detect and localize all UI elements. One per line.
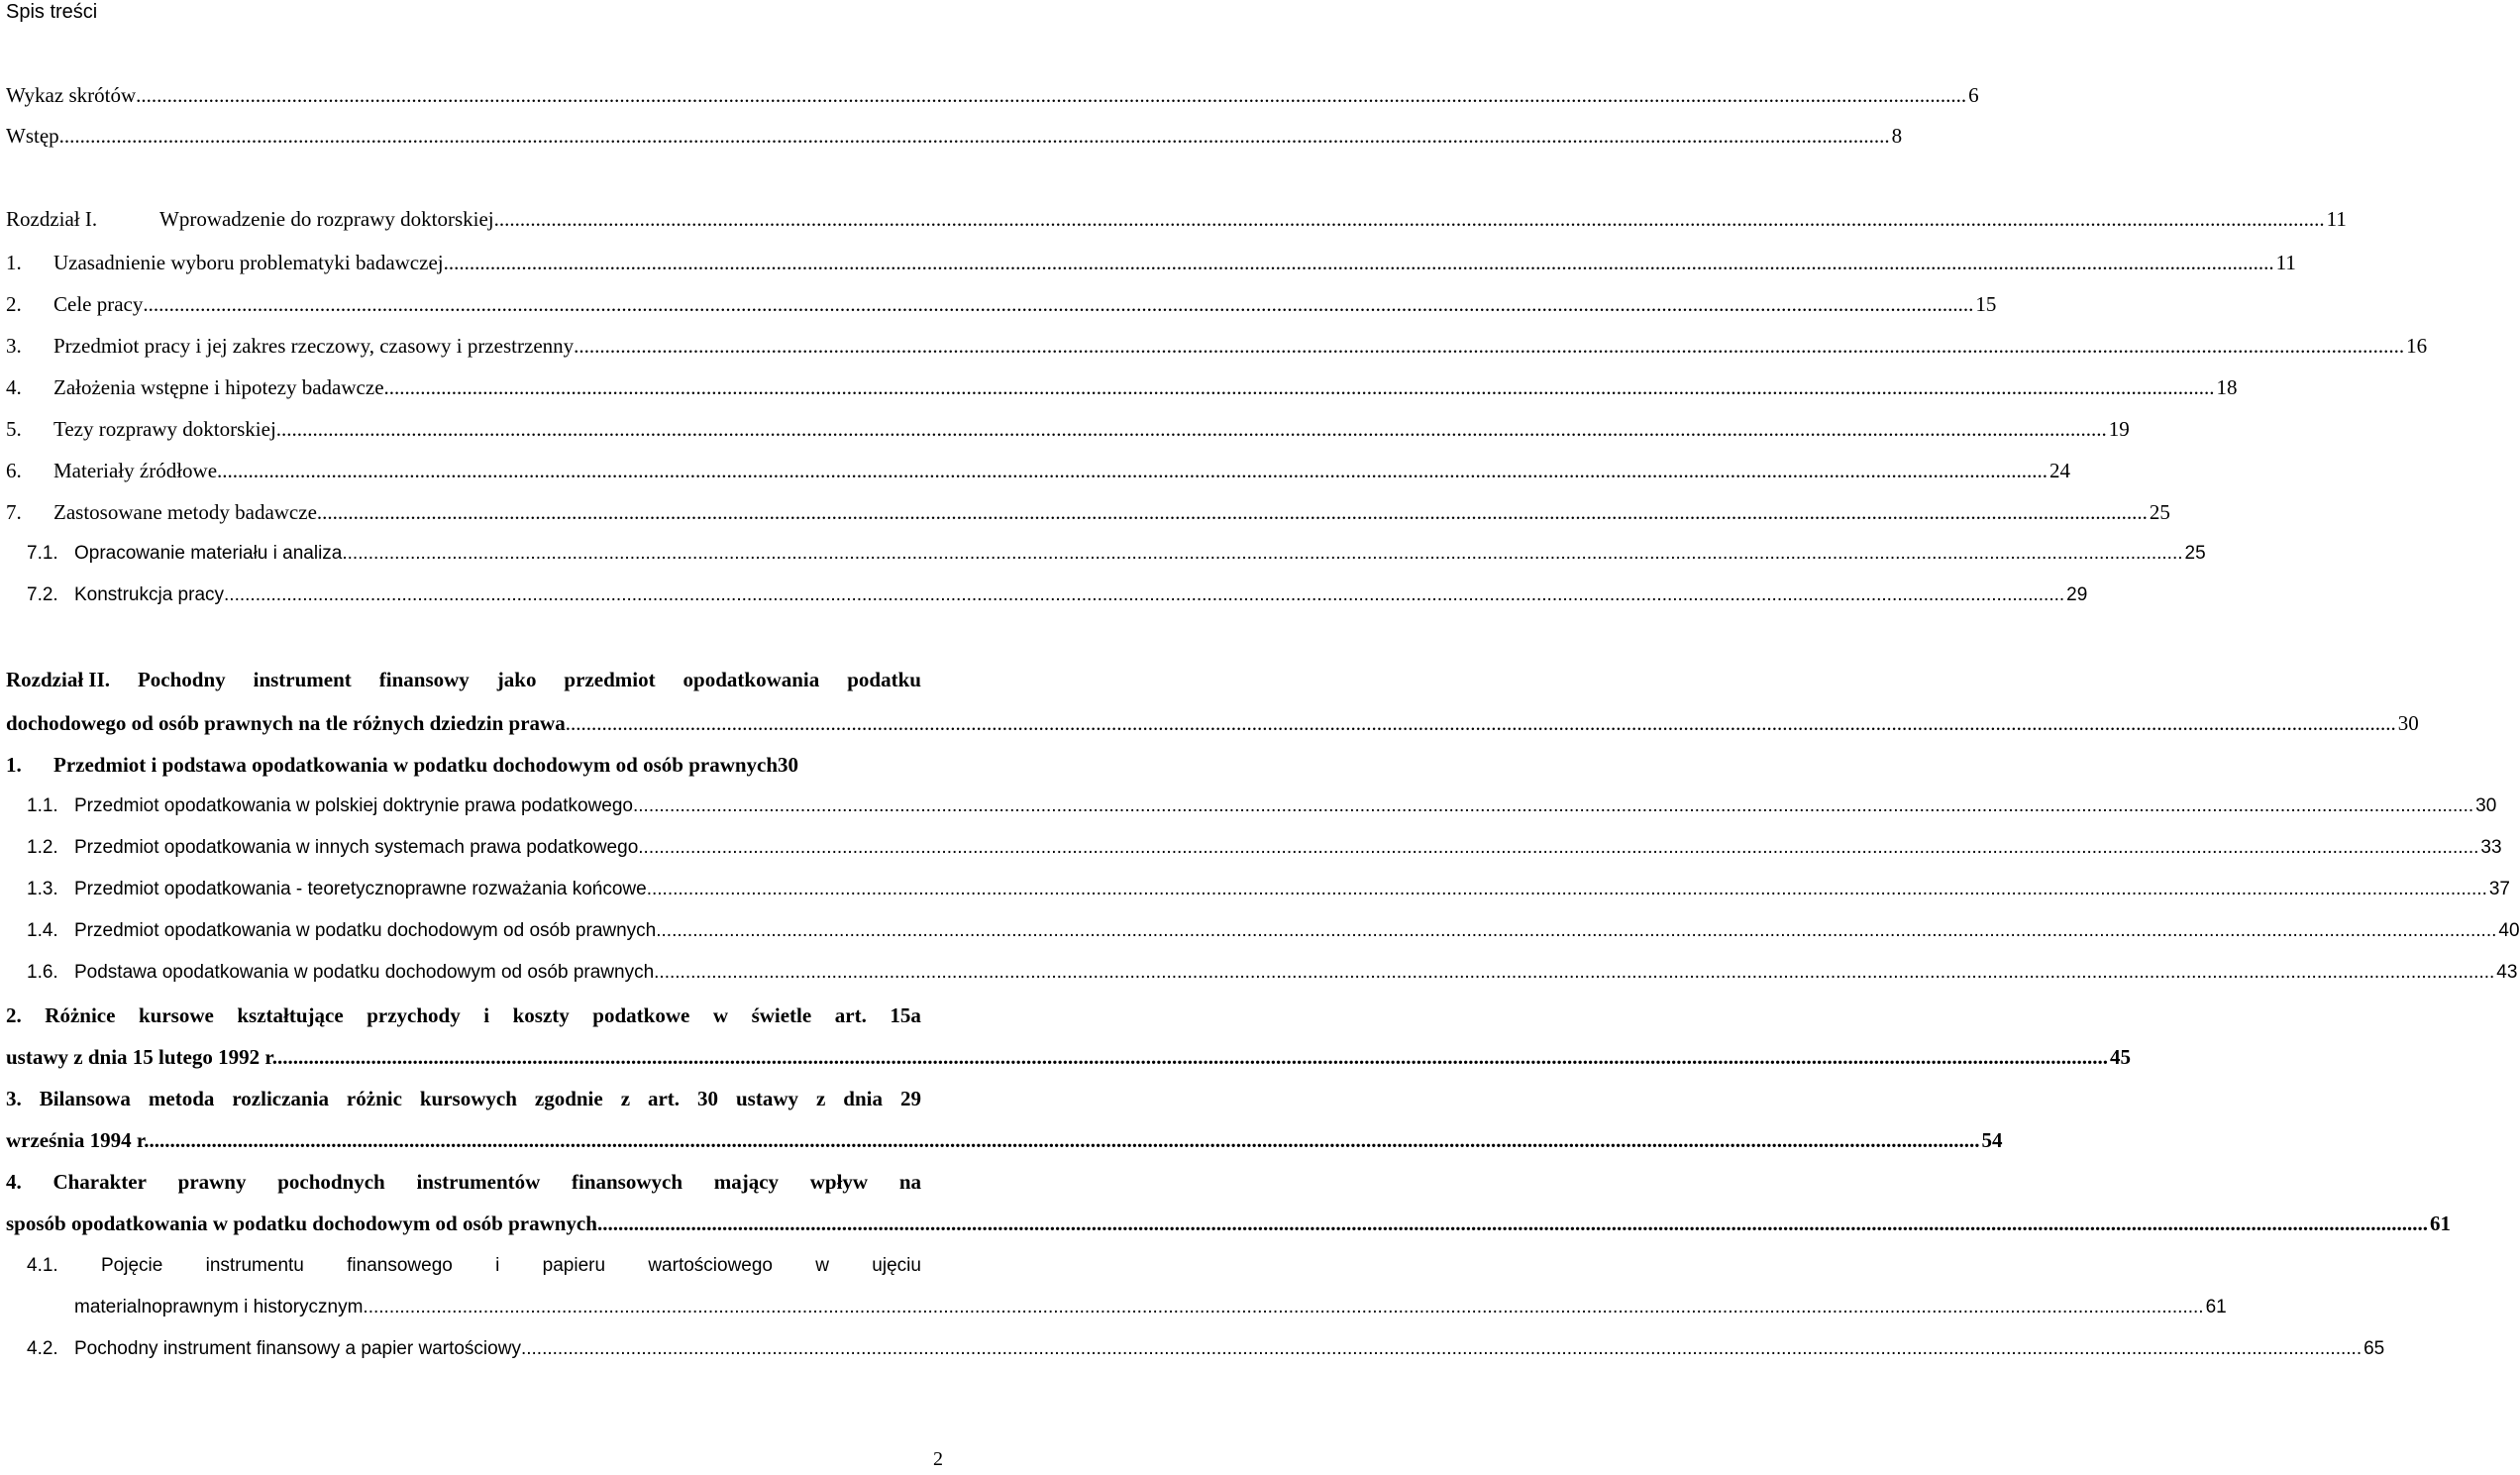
chapter-title-word: finansowy (378, 668, 470, 691)
item-word: instrumentu (205, 1255, 304, 1276)
toc-page-number: 54 (1981, 1128, 2003, 1152)
item-word: instrumentów (416, 1170, 541, 1194)
item-word: z (815, 1087, 826, 1110)
item-word: kursowych (419, 1087, 517, 1110)
item-number: 5. (6, 417, 22, 441)
leader-dots (136, 81, 1966, 109)
toc-page-number: 29 (2066, 584, 2088, 605)
item-word: świetle (751, 1003, 812, 1027)
item-text: Przedmiot pracy i jej zakres rzeczowy, czasowy i przestrzenny (53, 334, 575, 358)
leader-dots (342, 540, 2182, 568)
leader-dots (363, 1294, 2203, 1321)
item-text: Cele pracy (53, 292, 144, 316)
item-number: 4.1. (27, 1255, 58, 1276)
toc-subitem[interactable] (27, 792, 2497, 820)
toc-section-4-line1[interactable] (6, 1168, 921, 1196)
item-text: Przedmiot i podstawa opodatkowania w podatku dochodowym od osób prawnych (53, 753, 779, 777)
toc-page-number: 18 (2216, 375, 2238, 399)
toc-page-number: 40 (2498, 920, 2520, 941)
toc-subitem[interactable] (27, 581, 2088, 609)
toc-item[interactable] (6, 290, 1997, 318)
item-word: 29 (899, 1087, 921, 1110)
toc-page-number: 6 (1968, 83, 1979, 107)
toc-title: Spis treści (6, 1, 98, 23)
leader-dots (224, 581, 2064, 609)
toc-item[interactable] (6, 415, 2130, 443)
toc-page-number: 11 (2326, 207, 2347, 231)
item-word: art. (834, 1003, 867, 1027)
toc-page-number: 45 (2110, 1045, 2131, 1069)
toc-page-number: 8 (1891, 124, 1903, 148)
chapter-number: Rozdział I. (6, 207, 98, 231)
item-text: Pochodny instrument finansowy a papier wartościowy (74, 1338, 521, 1359)
item-number: 1.1. (27, 795, 58, 816)
item-text: Założenia wstępne i hipotezy badawcze (53, 375, 384, 399)
item-text: Materiały źródłowe (53, 459, 218, 482)
item-number: 4. (6, 1170, 22, 1194)
item-word: przychody (367, 1003, 461, 1027)
item-text: Przedmiot opodatkowania w innych systemach prawa podatkowego (74, 837, 639, 858)
item-word: Różnice (45, 1003, 116, 1027)
item-word: prawny (177, 1170, 247, 1194)
item-number: 1.3. (27, 879, 58, 899)
toc-page-number: 25 (2149, 500, 2170, 524)
toc-page-number: 61 (2429, 1212, 2451, 1235)
item-word: wartościowego (648, 1255, 773, 1276)
item-number: 7. (6, 500, 22, 524)
toc-page-number: 61 (2205, 1297, 2227, 1317)
item-word: 30 (697, 1087, 719, 1110)
toc-page-number: 24 (2049, 459, 2071, 482)
chapter-title-word: Pochodny (137, 668, 226, 691)
toc-page-number: 30 (778, 753, 799, 777)
item-word: papieru (542, 1255, 606, 1276)
item-text-cont: materialnoprawnym i historycznym (74, 1297, 364, 1317)
item-word: pochodnych (277, 1170, 385, 1194)
item-text-cont: sposób opodatkowania w podatku dochodowym od osób prawnych (6, 1212, 597, 1235)
item-number: 6. (6, 459, 22, 482)
toc-chapter-2-line2[interactable] (6, 709, 2419, 737)
chapter-title-word: przedmiot (564, 668, 656, 691)
item-word: podatkowe (592, 1003, 690, 1027)
item-number: 2. (6, 1003, 22, 1027)
leader-dots (444, 249, 2274, 276)
leader-dots (384, 373, 2215, 401)
item-word: kształtujące (237, 1003, 344, 1027)
page-number: 2 (933, 1448, 943, 1470)
item-text: Przedmiot opodatkowania - teoretycznoprawne rozważania końcowe (74, 879, 647, 899)
toc-page-number: 16 (2406, 334, 2428, 358)
toc-section-1[interactable] (6, 751, 921, 779)
item-text: Tezy rozprawy doktorskiej (53, 417, 276, 441)
item-word: w (712, 1003, 729, 1027)
toc-subitem[interactable] (27, 1335, 2385, 1363)
item-word: na (898, 1170, 921, 1194)
toc-entry-wstep[interactable] (6, 122, 1903, 150)
toc-page-number: 65 (2363, 1338, 2385, 1359)
item-text: Konstrukcja pracy (74, 584, 225, 605)
chapter-title-word: opodatkowania (682, 668, 820, 691)
toc-page-number: 33 (2480, 837, 2502, 858)
leader-dots (277, 1043, 2108, 1071)
toc-section-3-line1[interactable] (6, 1085, 921, 1112)
item-number: 2. (6, 292, 22, 316)
item-word: rozliczania (232, 1087, 329, 1110)
item-word: ustawy (736, 1087, 799, 1110)
toc-section-3-line2[interactable] (6, 1126, 2003, 1154)
item-word: mający (713, 1170, 780, 1194)
leader-dots (638, 834, 2478, 862)
toc-subitem[interactable] (27, 834, 2502, 862)
item-number: 7.1. (27, 543, 58, 564)
toc-chapter-2-line1[interactable] (6, 666, 921, 693)
item-text: Uzasadnienie wyboru problematyki badawczej (53, 251, 444, 274)
toc-page-number: 30 (2475, 795, 2497, 816)
toc-page-number: 11 (2275, 251, 2296, 274)
leader-dots (647, 876, 2487, 903)
item-number: 1. (6, 251, 22, 274)
toc-item[interactable] (6, 249, 2296, 276)
item-word: i (483, 1003, 490, 1027)
item-word: finansowego (347, 1255, 453, 1276)
item-number: 3. (6, 334, 22, 358)
toc-page-number: 37 (2488, 879, 2510, 899)
leader-dots (276, 415, 2107, 443)
leader-dots (59, 122, 1890, 150)
toc-page-number: 43 (2496, 962, 2518, 983)
item-text: Przedmiot opodatkowania w polskiej doktrynie prawa podatkowego (74, 795, 633, 816)
item-word: dnia (843, 1087, 883, 1110)
item-text: Przedmiot opodatkowania w podatku dochodowym od osób prawnych (74, 920, 657, 941)
toc-page-number: 15 (1975, 292, 1997, 316)
toc-subitem[interactable] (27, 959, 2518, 987)
toc-entry-text: Wstęp (6, 124, 59, 148)
item-word: z (620, 1087, 631, 1110)
leader-dots (317, 498, 2148, 526)
item-word: i (495, 1255, 500, 1276)
toc-item[interactable] (6, 457, 2071, 484)
toc-item[interactable] (6, 332, 2428, 360)
toc-section-2-line1[interactable] (6, 1001, 921, 1029)
chapter-number: Rozdział II. (6, 668, 110, 691)
item-word: wpływ (809, 1170, 869, 1194)
toc-item[interactable] (6, 498, 2170, 526)
leader-dots (574, 332, 2404, 360)
toc-page-number: 25 (2184, 543, 2206, 564)
chapter-title-cont: dochodowego od osób prawnych na tle różnych dziedzin prawa (6, 711, 566, 735)
leader-dots (597, 1210, 2428, 1237)
leader-dots (494, 205, 2325, 233)
toc-section-2-line2[interactable] (6, 1043, 2131, 1071)
item-word: koszty (512, 1003, 570, 1027)
item-word: metoda (148, 1087, 215, 1110)
item-text-cont: ustawy z dnia 15 lutego 1992 r. (6, 1045, 277, 1069)
item-word: kursowe (138, 1003, 214, 1027)
item-word: Pojęcie (100, 1255, 163, 1276)
toc-item[interactable] (6, 373, 2238, 401)
leader-dots (566, 709, 2396, 737)
item-number: 4.2. (27, 1338, 58, 1359)
item-word: finansowych (572, 1170, 683, 1194)
toc-chapter-1[interactable] (6, 205, 2347, 233)
item-text: Zastosowane metody badawcze (53, 500, 317, 524)
leader-dots (149, 1126, 1979, 1154)
item-text-cont: września 1994 r. (6, 1128, 150, 1152)
toc-page-number: 30 (2397, 711, 2419, 735)
item-number: 1. (6, 753, 22, 777)
item-number: 7.2. (27, 584, 58, 605)
leader-dots (217, 457, 2048, 484)
chapter-title-word: jako (496, 668, 537, 691)
item-word: zgodnie (534, 1087, 603, 1110)
toc-entry-text: Wykaz skrótów (6, 83, 137, 107)
item-word: różnic (346, 1087, 402, 1110)
toc-subitem[interactable] (27, 540, 2206, 568)
chapter-title: Wprowadzenie do rozprawy doktorskiej (159, 207, 494, 231)
toc-section-4-line2[interactable] (6, 1210, 2451, 1237)
item-word: Charakter (52, 1170, 147, 1194)
chapter-title-word: podatku (847, 668, 921, 691)
item-word: 15a (890, 1003, 921, 1027)
toc-subitem-41-line2[interactable] (74, 1294, 2227, 1321)
toc-subitem-41-line1[interactable] (27, 1252, 921, 1280)
toc-page-number: 19 (2108, 417, 2130, 441)
leader-dots (143, 290, 1973, 318)
item-word: Bilansowa (39, 1087, 131, 1110)
leader-dots (656, 917, 2496, 945)
toc-entry-wykaz[interactable] (6, 81, 1979, 109)
leader-dots (654, 959, 2494, 987)
item-word: ujęciu (872, 1255, 921, 1276)
item-number: 4. (6, 375, 22, 399)
item-word: w (815, 1255, 830, 1276)
item-number: 3. (6, 1087, 22, 1110)
item-number: 1.2. (27, 837, 58, 858)
item-text: Opracowanie materiału i analiza (74, 543, 343, 564)
item-number: 1.4. (27, 920, 58, 941)
item-text: Podstawa opodatkowania w podatku dochodowym od osób prawnych (74, 962, 655, 983)
item-number: 1.6. (27, 962, 58, 983)
toc-subitem[interactable] (27, 917, 2520, 945)
leader-dots (633, 792, 2473, 820)
toc-subitem[interactable] (27, 876, 2510, 903)
item-word: art. (647, 1087, 681, 1110)
chapter-title-word: instrument (253, 668, 352, 691)
leader-dots (521, 1335, 2362, 1363)
